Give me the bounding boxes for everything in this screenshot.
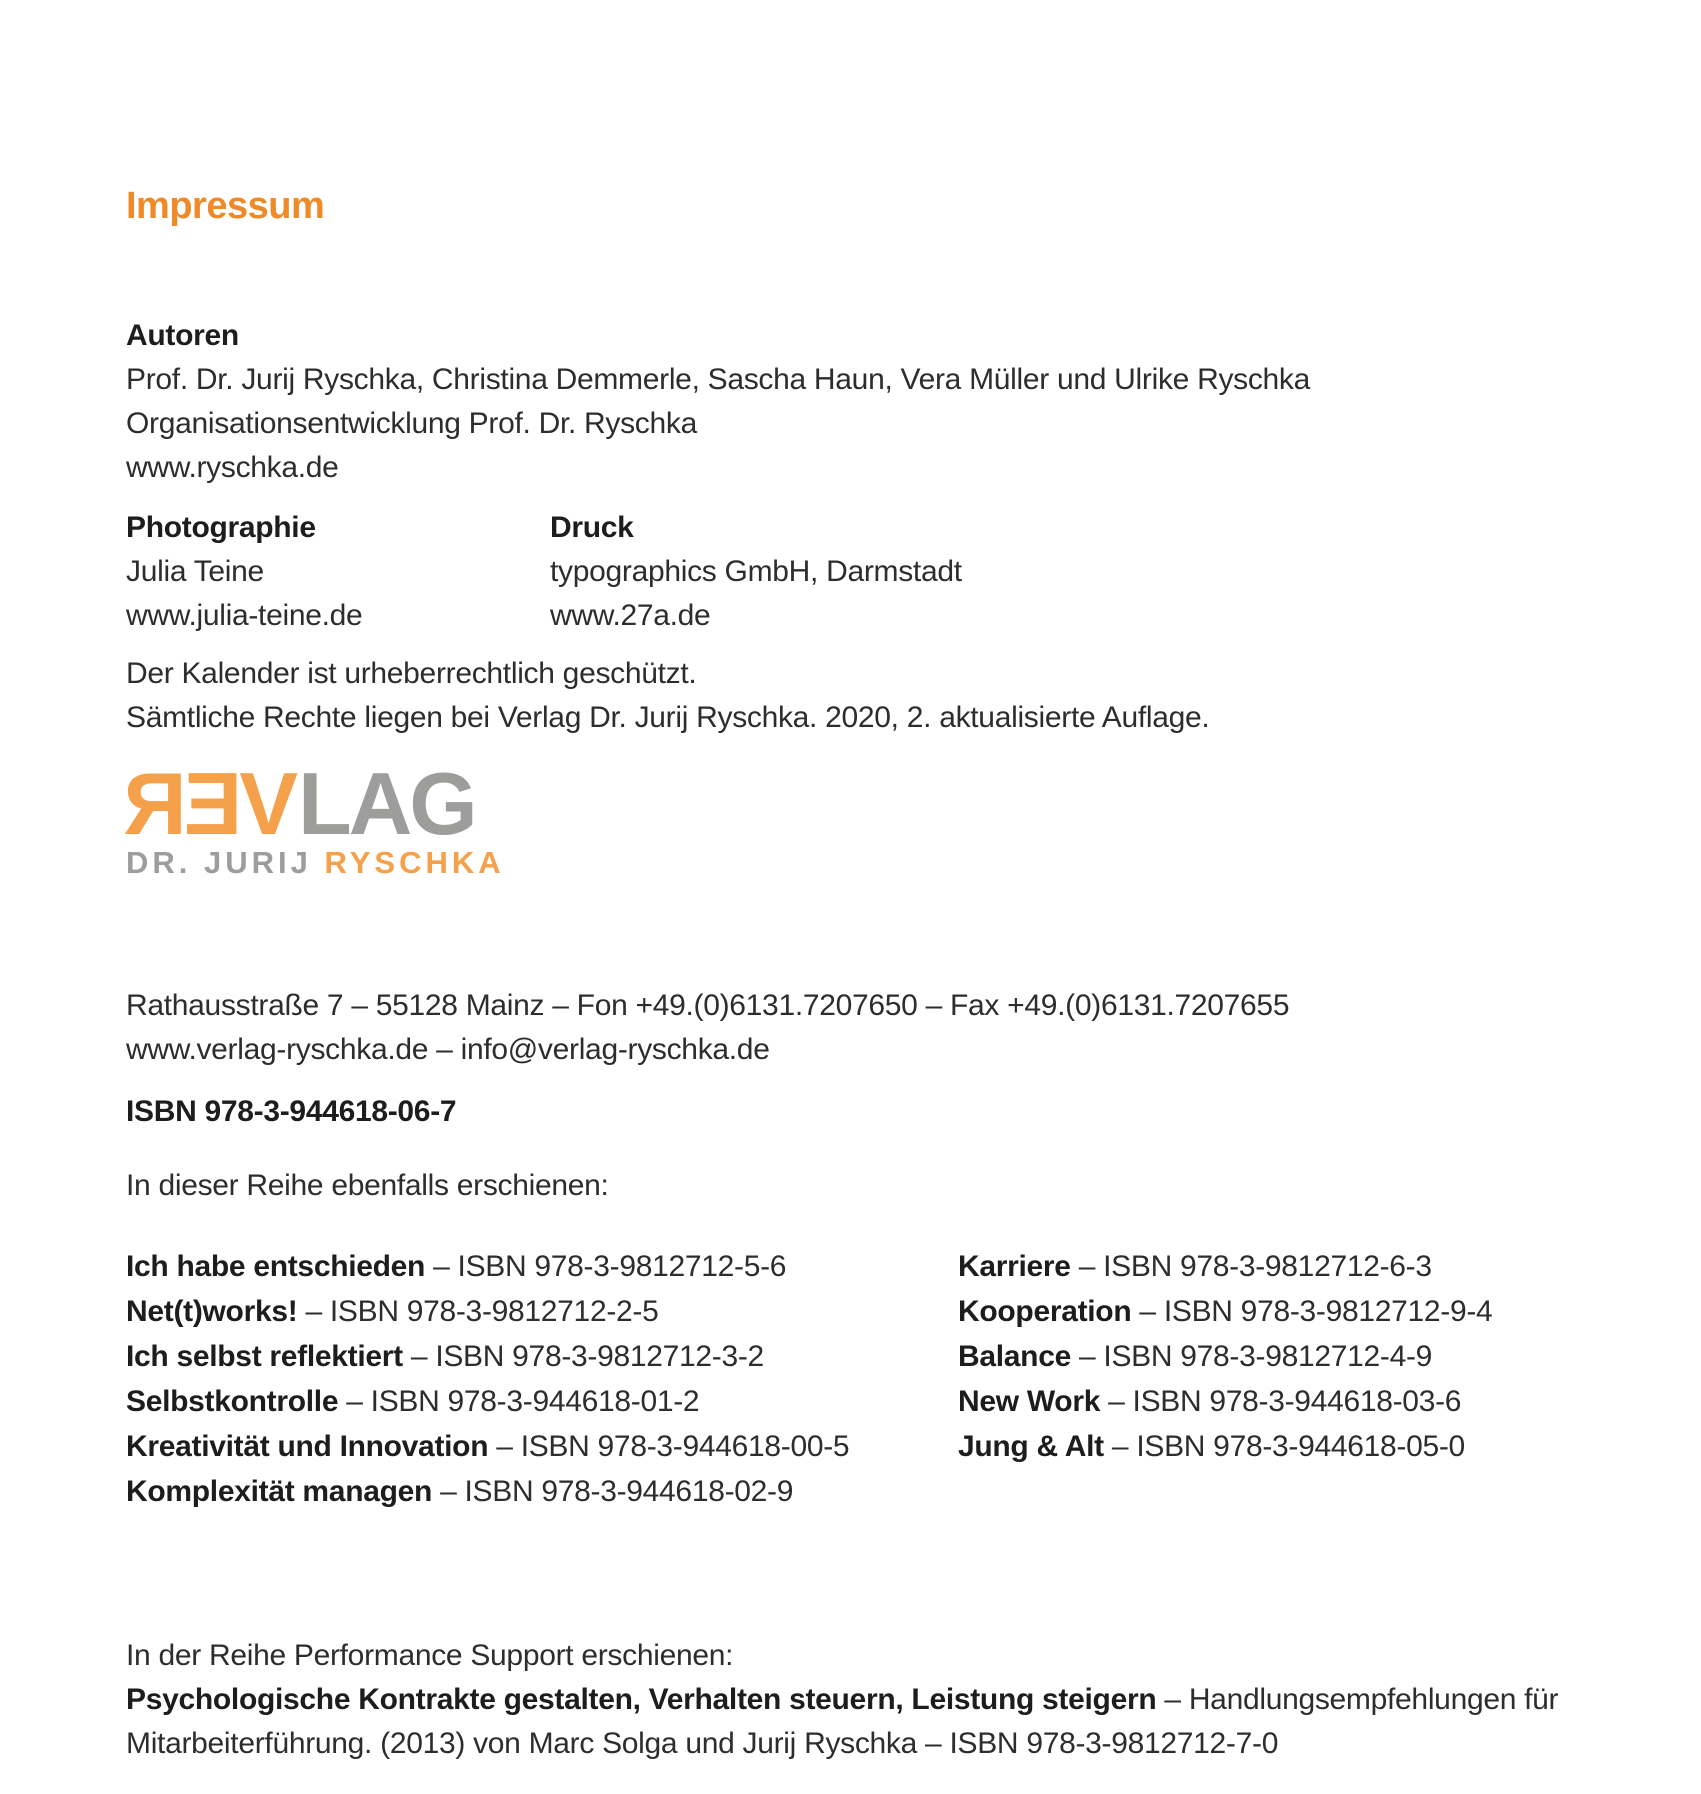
contact-address-line: Rathausstraße 7 – 55128 Mainz – Fon +49.(0)6131.7207650 – Fax +49.(0)6131.7207655 <box>126 989 1290 1022</box>
book-item: Kooperation – ISBN 978-3-9812712-9-4 <box>958 1295 1493 1328</box>
page-title: Impressum <box>126 185 325 227</box>
print-column <box>550 506 962 638</box>
series-left-column <box>126 1244 958 1514</box>
performance-book-title: Psychologische Kontrakte gestalten, Verhalten steuern, Leistung steigern <box>126 1683 1157 1716</box>
logo-subline <box>126 846 1506 880</box>
book-item: Jung & Alt – ISBN 978-3-944618-05-0 <box>958 1430 1465 1463</box>
performance-intro: In der Reihe Performance Support erschienen: <box>126 1639 734 1672</box>
photographer-name: Julia Teine <box>126 555 264 588</box>
performance-series-section <box>126 1634 1559 1766</box>
book-item: Karriere – ISBN 978-3-9812712-6-3 <box>958 1250 1432 1283</box>
series-intro: In dieser Reihe ebenfalls erschienen: <box>126 1169 609 1202</box>
authors-website: www.ryschka.de <box>126 451 339 484</box>
logo-mirrored-ver: VER <box>126 754 298 853</box>
isbn-line: ISBN 978-3-944618-06-7 <box>126 1095 457 1128</box>
authors-section <box>126 314 1506 490</box>
book-item: Selbstkontrolle – ISBN 978-3-944618-01-2 <box>126 1385 700 1418</box>
photography-column <box>126 506 550 638</box>
logo-subline-name: DR. JURIJ <box>126 845 325 880</box>
performance-book <box>126 1678 1559 1766</box>
contact-section <box>126 984 1506 1072</box>
book-item: Komplexität managen – ISBN 978-3-944618-02-9 <box>126 1475 794 1508</box>
logo-wordmark <box>126 754 1506 853</box>
book-item: New Work – ISBN 978-3-944618-03-6 <box>958 1385 1462 1418</box>
logo-lag: LAG <box>297 754 475 853</box>
series-right-column <box>958 1244 1492 1514</box>
series-book-list <box>126 1244 1506 1514</box>
photographer-website: www.julia-teine.de <box>126 599 363 632</box>
photography-label: Photographie <box>126 511 316 544</box>
contact-web-line: www.verlag-ryschka.de – info@verlag-ryschka.de <box>126 1033 770 1066</box>
book-item: Net(t)works! – ISBN 978-3-9812712-2-5 <box>126 1295 659 1328</box>
print-label: Druck <box>550 511 634 544</box>
authors-names: Prof. Dr. Jurij Ryschka, Christina Demmerle, Sascha Haun, Vera Müller und Ulrike Ryschka <box>126 363 1311 396</box>
book-item: Ich habe entschieden – ISBN 978-3-9812712-5-6 <box>126 1250 787 1283</box>
performance-book-rest1: – Handlungsempfehlungen für <box>1156 1683 1559 1716</box>
publisher-logo <box>126 754 1506 880</box>
photo-print-section <box>126 506 1506 638</box>
copyright-line1: Der Kalender ist urheberrechtlich geschützt. <box>126 657 697 690</box>
copyright-section <box>126 652 1506 740</box>
printer-name: typographics GmbH, Darmstadt <box>550 555 962 588</box>
book-item: Kreativität und Innovation – ISBN 978-3-944618-00-5 <box>126 1430 850 1463</box>
performance-book-rest2: Mitarbeiterführung. (2013) von Marc Solga und Jurij Ryschka – ISBN 978-3-9812712-7-0 <box>126 1727 1279 1760</box>
authors-label: Autoren <box>126 319 239 352</box>
book-item: Ich selbst reflektiert – ISBN 978-3-9812712-3-2 <box>126 1340 764 1373</box>
printer-website: www.27a.de <box>550 599 711 632</box>
authors-organization: Organisationsentwicklung Prof. Dr. Ryschka <box>126 407 697 440</box>
book-item: Balance – ISBN 978-3-9812712-4-9 <box>958 1340 1433 1373</box>
logo-subline-surname: RYSCHKA <box>324 845 505 880</box>
copyright-line2: Sämtliche Rechte liegen bei Verlag Dr. Jurij Ryschka. 2020, 2. aktualisierte Auflage. <box>126 701 1210 734</box>
